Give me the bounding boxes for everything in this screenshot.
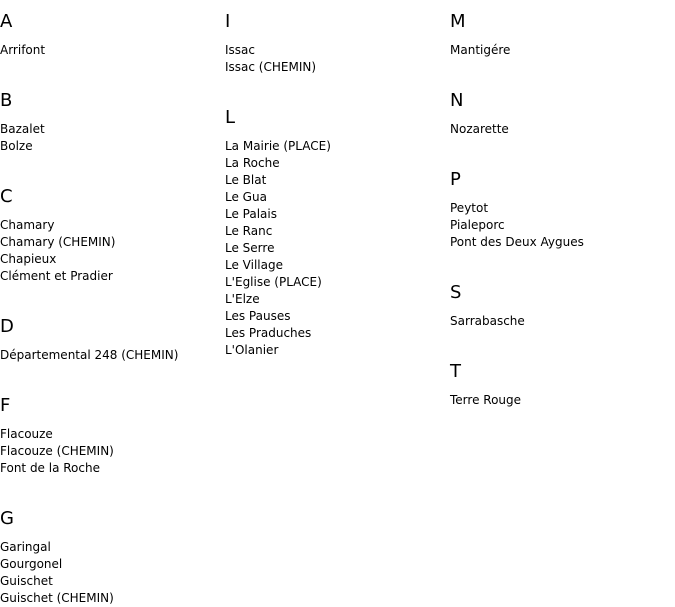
- street-list: [0, 121, 222, 155]
- street-item-le-serre[interactable]: Le Serre: [225, 241, 275, 255]
- street-item-bazalet[interactable]: Bazalet: [0, 122, 45, 136]
- street-item-le-ranc[interactable]: Le Ranc: [225, 224, 273, 238]
- street-item-flacouze[interactable]: Flacouze: [0, 427, 53, 441]
- group-spacer: [0, 364, 222, 384]
- letter-group-i: [225, 11, 447, 96]
- letter-heading: F: [0, 395, 11, 416]
- index-column-3: [450, 0, 672, 409]
- letter-heading: S: [450, 282, 462, 303]
- street-item-clement-et-pradier[interactable]: Clément et Pradier: [0, 269, 113, 283]
- letter-heading: M: [450, 11, 466, 32]
- street-item-font-de-la-roche[interactable]: Font de la Roche: [0, 461, 100, 475]
- street-item-bolze[interactable]: Bolze: [0, 139, 33, 153]
- letter-group-m: [450, 11, 672, 79]
- street-item-garingal[interactable]: Garingal: [0, 540, 51, 554]
- street-item-chamary-chemin[interactable]: Chamary (CHEMIN): [0, 235, 116, 249]
- street-item-guischet-chemin[interactable]: Guischet (CHEMIN): [0, 591, 114, 605]
- street-item-chamary[interactable]: Chamary: [0, 218, 55, 232]
- street-item-les-pauses[interactable]: Les Pauses: [225, 309, 291, 323]
- street-list: [450, 200, 672, 251]
- group-spacer: [0, 155, 222, 175]
- street-list: [0, 347, 222, 364]
- street-item-nozarette[interactable]: Nozarette: [450, 122, 509, 136]
- letter-heading: G: [0, 508, 14, 529]
- group-spacer: [450, 59, 672, 79]
- group-spacer: [0, 477, 222, 497]
- street-item-guischet[interactable]: Guischet: [0, 574, 53, 588]
- street-item-le-blat[interactable]: Le Blat: [225, 173, 267, 187]
- street-item-la-mairie-place[interactable]: La Mairie (PLACE): [225, 139, 331, 153]
- street-list: [225, 42, 447, 76]
- group-spacer: [450, 251, 672, 271]
- street-item-le-village[interactable]: Le Village: [225, 258, 283, 272]
- street-item-peytot[interactable]: Peytot: [450, 201, 489, 215]
- street-item-pont-des-deux-aygues[interactable]: Pont des Deux Aygues: [450, 235, 584, 249]
- street-item-issac-chemin[interactable]: Issac (CHEMIN): [225, 60, 317, 74]
- street-item-arrifont[interactable]: Arrifont: [0, 43, 46, 57]
- street-item-le-palais[interactable]: Le Palais: [225, 207, 277, 221]
- letter-group-d: [0, 316, 222, 384]
- letter-group-p: [450, 169, 672, 271]
- group-spacer: [0, 59, 222, 79]
- street-item-l-eglise-place[interactable]: L'Eglise (PLACE): [225, 275, 322, 289]
- street-item-issac[interactable]: Issac: [225, 43, 255, 57]
- street-list: [450, 121, 672, 138]
- group-spacer: [450, 138, 672, 158]
- letter-heading: T: [450, 361, 461, 382]
- letter-heading: L: [225, 107, 236, 128]
- index-column-1: [0, 0, 222, 607]
- letter-heading: D: [0, 316, 14, 337]
- street-item-les-praduches[interactable]: Les Praduches: [225, 326, 312, 340]
- street-item-sarrabasche[interactable]: Sarrabasche: [450, 314, 525, 328]
- group-spacer: [450, 330, 672, 350]
- street-list: [0, 217, 222, 285]
- street-list: [450, 392, 672, 409]
- letter-heading: I: [225, 11, 231, 32]
- letter-heading: P: [450, 169, 461, 190]
- street-list: [0, 539, 222, 607]
- letter-group-c: [0, 186, 222, 305]
- index-column-2: [225, 0, 447, 359]
- street-list: [450, 313, 672, 330]
- street-list: [225, 138, 447, 359]
- street-list: [450, 42, 672, 59]
- letter-group-g: [0, 508, 222, 607]
- street-item-l-elze[interactable]: L'Elze: [225, 292, 260, 306]
- letter-heading: C: [0, 186, 13, 207]
- street-list: [0, 426, 222, 477]
- street-item-pialeporc[interactable]: Pialeporc: [450, 218, 505, 232]
- letter-heading: A: [0, 11, 13, 32]
- group-spacer: [225, 76, 447, 96]
- street-item-le-gua[interactable]: Le Gua: [225, 190, 267, 204]
- street-item-mantigere[interactable]: Mantigére: [450, 43, 511, 57]
- letter-heading: N: [450, 90, 464, 111]
- group-spacer: [0, 285, 222, 305]
- street-item-la-roche[interactable]: La Roche: [225, 156, 280, 170]
- letter-group-l: [225, 107, 447, 359]
- letter-group-a: [0, 11, 222, 79]
- letter-group-b: [0, 90, 222, 175]
- street-item-chapieux[interactable]: Chapieux: [0, 252, 57, 266]
- letter-group-n: [450, 90, 672, 158]
- letter-heading: B: [0, 90, 13, 111]
- street-item-gourgonel[interactable]: Gourgonel: [0, 557, 63, 571]
- street-item-flacouze-chemin[interactable]: Flacouze (CHEMIN): [0, 444, 114, 458]
- letter-group-t: [450, 361, 672, 409]
- street-item-l-olanier[interactable]: L'Olanier: [225, 343, 279, 357]
- letter-group-f: [0, 395, 222, 497]
- street-list: [0, 42, 222, 59]
- street-item-departemental-248-chemin[interactable]: Départemental 248 (CHEMIN): [0, 348, 179, 362]
- street-item-terre-rouge[interactable]: Terre Rouge: [450, 393, 522, 407]
- letter-group-s: [450, 282, 672, 350]
